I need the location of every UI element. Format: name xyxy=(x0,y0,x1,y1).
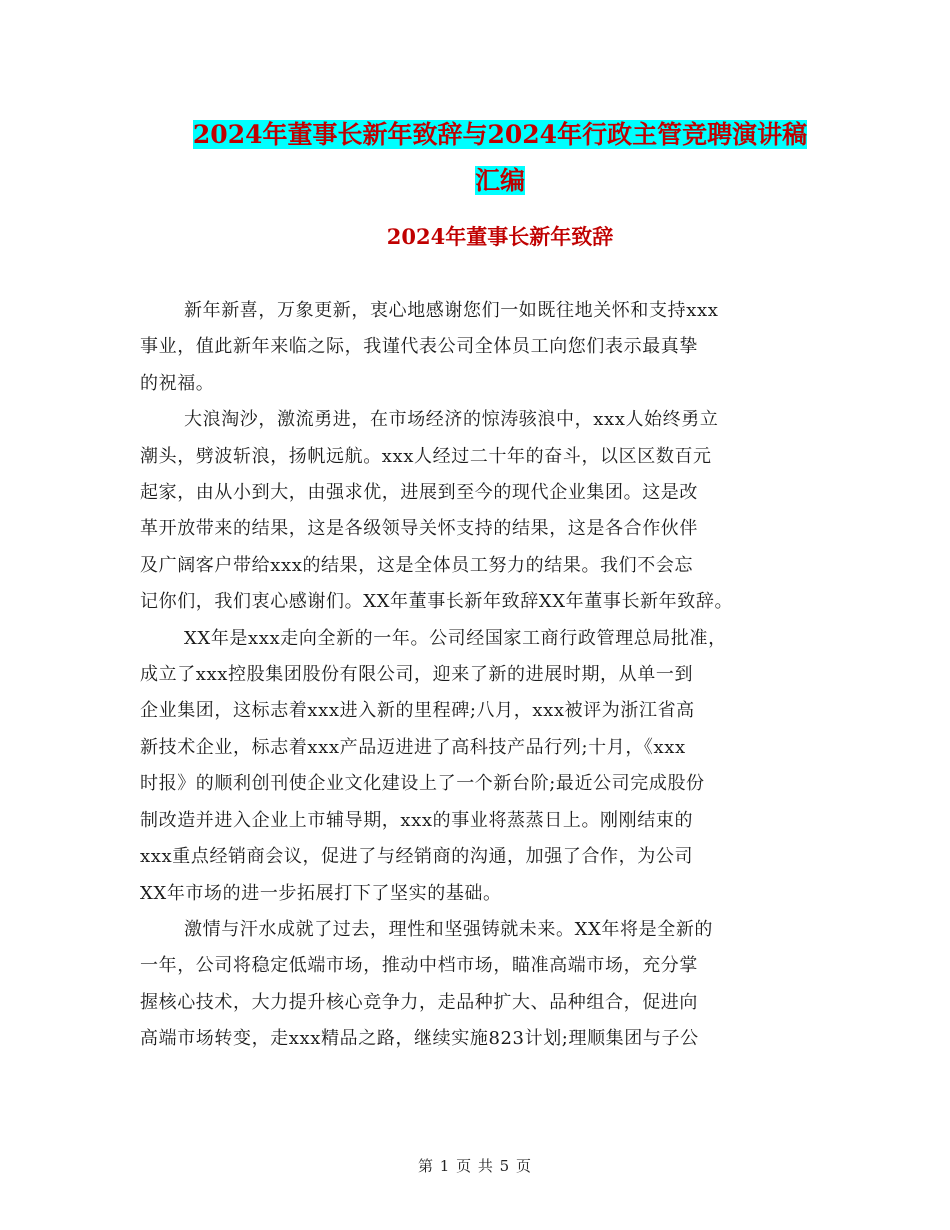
paragraph-line: 及广阔客户带给xxx的结果，这是全体员工努力的结果。我们不会忘 xyxy=(140,554,694,576)
paragraph-line: 革开放带来的结果，这是各级领导关怀支持的结果，这是各合作伙伴 xyxy=(140,518,698,540)
paragraph-line: 潮头，劈波斩浪，扬帆远航。xxx人经过二十年的奋斗，以区区数百元 xyxy=(140,445,712,467)
paragraph-line: 高端市场转变，走xxx精品之路，继续实施823计划;理顺集团与子公 xyxy=(140,1028,699,1050)
document-title-line-2: 汇编 xyxy=(474,166,525,195)
document-title xyxy=(140,112,860,204)
paragraph-line: 事业，值此新年来临之际，我谨代表公司全体员工向您们表示最真挚 xyxy=(140,336,698,358)
paragraph-line: 新年新喜，万象更新，衷心地感谢您们一如既往地关怀和支持xxx xyxy=(184,300,719,321)
paragraph xyxy=(140,912,820,1058)
paragraph-line: 起家，由从小到大，由强求优，进展到至今的现代企业集团。这是改 xyxy=(140,482,698,504)
paragraph-line: 记你们，我们衷心感谢们。XX年董事长新年致辞XX年董事长新年致辞。 xyxy=(140,591,734,613)
paragraph-line: 制改造并进入企业上市辅导期，xxx的事业将蒸蒸日上。刚刚结束的 xyxy=(140,809,694,831)
paragraph-line: 成立了xxx控股集团股份有限公司，迎来了新的进展时期，从单一到 xyxy=(140,664,694,686)
section-title: 2024年董事长新年致辞 xyxy=(386,224,614,249)
paragraph-line: 激情与汗水成就了过去，理性和坚强铸就未来。XX年将是全新的 xyxy=(184,918,714,940)
paragraph-line: XX年是xxx走向全新的一年。公司经国家工商行政管理总局批准， xyxy=(184,627,727,649)
paragraph xyxy=(140,402,820,620)
paragraph-line: 企业集团，这标志着xxx进入新的里程碑;八月，xxx被评为浙江省高 xyxy=(140,700,695,722)
paragraph-line: 握核心技术，大力提升核心竞争力，走品种扩大、品种组合，促进向 xyxy=(140,991,698,1013)
paragraph-line: 的祝福。 xyxy=(140,372,215,394)
paragraph-line: XX年市场的进一步拓展打下了坚实的基础。 xyxy=(140,882,502,904)
paragraph-line: 大浪淘沙，激流勇进，在市场经济的惊涛骇浪中，xxx人始终勇立 xyxy=(184,409,719,431)
paragraph-line: 时报》的顺利创刊使企业文化建设上了一个新台阶;最近公司完成股份 xyxy=(140,773,705,795)
document-body xyxy=(140,293,820,1058)
paragraph xyxy=(140,621,820,912)
paragraph xyxy=(140,293,820,402)
paragraph-line: 一年，公司将稳定低端市场，推动中档市场，瞄准高端市场，充分掌 xyxy=(140,955,698,977)
document-title-line-1: 2024年董事长新年致辞与2024年行政主管竞聘演讲稿 xyxy=(192,120,808,149)
paragraph-line: xxx重点经销商会议，促进了与经销商的沟通，加强了合作，为公司 xyxy=(140,846,694,868)
page-footer: 第 1 页 共 5 页 xyxy=(418,1157,532,1175)
paragraph-line: 新技术企业，标志着xxx产品迈进进了高科技产品行列;十月，《xxx xyxy=(140,736,686,758)
